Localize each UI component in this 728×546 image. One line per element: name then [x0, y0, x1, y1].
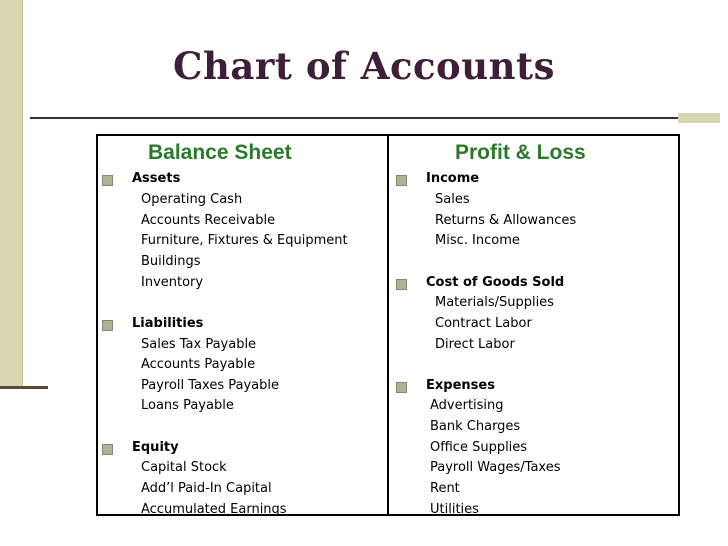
- bullet-icon: [396, 382, 407, 393]
- assets-item: Furniture, Fixtures & Equipment: [141, 233, 348, 248]
- income-item: Returns & Allowances: [435, 213, 577, 228]
- liabilities-label: Liabilities: [132, 316, 204, 331]
- bullet-icon: [102, 320, 113, 331]
- liabilities-item: Payroll Taxes Payable: [141, 378, 279, 393]
- equity-item: Add’l Paid-In Capital: [141, 481, 272, 496]
- slide-title: Chart of Accounts: [173, 44, 555, 88]
- cogs-item: Materials/Supplies: [435, 295, 554, 310]
- expenses-label: Expenses: [426, 378, 495, 393]
- income-label: Income: [426, 171, 480, 186]
- title-rule-accent: [678, 113, 720, 123]
- bullet-icon: [396, 279, 407, 290]
- title-rule: [30, 117, 700, 119]
- expenses-item: Payroll Wages/Taxes: [430, 460, 561, 475]
- expenses-item: Office Supplies: [430, 440, 528, 455]
- profit-loss-heading: Profit & Loss: [455, 141, 586, 164]
- income-item: Sales: [435, 192, 470, 207]
- expenses-item: Rent: [430, 481, 460, 496]
- cogs-item: Direct Labor: [435, 337, 515, 352]
- bullet-icon: [102, 175, 113, 186]
- liabilities-item: Accounts Payable: [141, 357, 256, 372]
- cogs-label: Cost of Goods Sold: [426, 275, 565, 290]
- assets-item: Operating Cash: [141, 192, 243, 207]
- assets-item: Buildings: [141, 254, 201, 269]
- assets-item: Inventory: [141, 275, 204, 290]
- profit-loss-column: [389, 136, 678, 517]
- liabilities-item: Sales Tax Payable: [141, 337, 257, 352]
- income-item: Misc. Income: [435, 233, 520, 248]
- equity-item: Capital Stock: [141, 460, 227, 475]
- cogs-item: Contract Labor: [435, 316, 532, 331]
- decorative-side-rule: [0, 386, 48, 389]
- assets-label: Assets: [132, 171, 181, 186]
- accounts-table: [96, 134, 680, 516]
- expenses-item: Utilities: [430, 502, 479, 517]
- expenses-item: Advertising: [430, 398, 504, 413]
- bullet-icon: [396, 175, 407, 186]
- equity-label: Equity: [132, 440, 179, 455]
- assets-item: Accounts Receivable: [141, 213, 276, 228]
- expenses-item: Bank Charges: [430, 419, 521, 434]
- balance-sheet-column: [98, 136, 389, 517]
- bullet-icon: [102, 444, 113, 455]
- liabilities-item: Loans Payable: [141, 398, 234, 413]
- equity-item: Accumulated Earnings: [141, 502, 287, 517]
- balance-sheet-heading: Balance Sheet: [148, 141, 292, 164]
